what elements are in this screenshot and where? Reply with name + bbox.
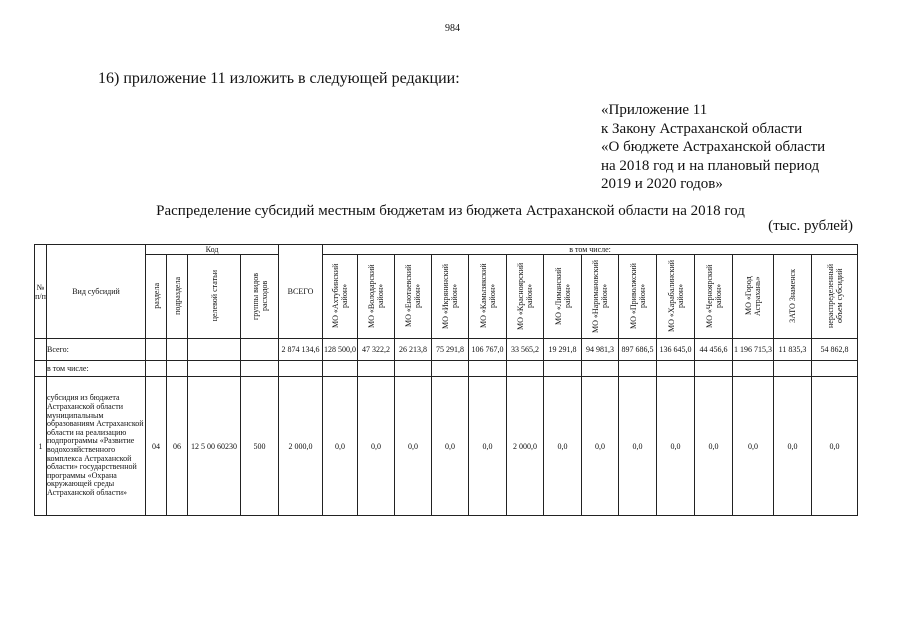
total-row-value: 1 196 715,3 xyxy=(733,339,774,361)
header-municipality-text: МО «Черноярский район» xyxy=(704,263,723,328)
incl-row-empty xyxy=(395,361,432,377)
header-incl-group: в том числе: xyxy=(323,245,858,255)
total-row-code-empty xyxy=(188,339,241,361)
appendix-reference xyxy=(601,101,825,194)
header-municipality xyxy=(544,255,582,339)
row-value: 0,0 xyxy=(358,377,395,516)
page-number: 984 xyxy=(445,23,460,34)
header-municipality xyxy=(469,255,507,339)
total-row-value: 136 645,0 xyxy=(657,339,695,361)
total-row-value: 128 500,0 xyxy=(323,339,358,361)
header-municipality-text: МО «Ахтубинский район» xyxy=(331,263,350,328)
header-municipality-text: МО «Икрянинский район» xyxy=(441,262,460,329)
row-total: 2 000,0 xyxy=(279,377,323,516)
header-municipality xyxy=(657,255,695,339)
total-row-num xyxy=(35,339,47,361)
header-municipality xyxy=(812,255,858,339)
row-value: 0,0 xyxy=(544,377,582,516)
header-municipality-text: МО «Володарский район» xyxy=(367,263,386,328)
row-value: 0,0 xyxy=(582,377,619,516)
incl-row-empty xyxy=(544,361,582,377)
total-row-value: 75 291,8 xyxy=(432,339,469,361)
incl-row-empty xyxy=(323,361,358,377)
total-row-value: 47 322,2 xyxy=(358,339,395,361)
header-municipality xyxy=(619,255,657,339)
row-value: 0,0 xyxy=(619,377,657,516)
appendix-line: 2019 и 2020 годов» xyxy=(601,176,723,192)
total-row-value: 26 213,8 xyxy=(395,339,432,361)
header-municipality-text: МО «Красноярский район» xyxy=(516,261,535,330)
subsidy-table xyxy=(34,244,858,516)
header-municipality xyxy=(733,255,774,339)
incl-row-empty xyxy=(695,361,733,377)
total-row-value: 94 981,3 xyxy=(582,339,619,361)
row-group: 500 xyxy=(241,377,279,516)
incl-row-empty xyxy=(469,361,507,377)
row-value: 0,0 xyxy=(432,377,469,516)
header-municipality xyxy=(507,255,544,339)
row-section: 04 xyxy=(146,377,167,516)
header-municipality xyxy=(323,255,358,339)
intro-text: 16) приложение 11 изложить в следующей редакции: xyxy=(98,70,460,87)
row-value: 0,0 xyxy=(733,377,774,516)
units-note: (тыс. рублей) xyxy=(768,218,853,234)
header-code-col xyxy=(188,255,241,339)
appendix-line: на 2018 год и на плановый период xyxy=(601,157,820,174)
row-value: 0,0 xyxy=(774,377,812,516)
row-value: 0,0 xyxy=(695,377,733,516)
header-num: № п/п xyxy=(35,245,47,339)
header-municipality-text: ЗАТО Знаменск xyxy=(788,268,798,323)
header-municipality xyxy=(432,255,469,339)
header-kind: Вид субсидий xyxy=(47,245,146,339)
incl-row-empty xyxy=(146,361,167,377)
header-code-col-text: целевой статьи xyxy=(209,269,219,322)
incl-row-empty xyxy=(733,361,774,377)
header-municipality-text: МО «Камызякский район» xyxy=(478,263,497,328)
incl-row-empty xyxy=(358,361,395,377)
incl-row-empty xyxy=(582,361,619,377)
appendix-line: к Закону Астраханской области xyxy=(601,120,803,137)
row-target: 12 5 00 60230 xyxy=(188,377,241,516)
appendix-line: «О бюджете Астраханской области xyxy=(601,139,826,155)
header-municipality-text: МО «Приволжский район» xyxy=(628,262,647,329)
header-code-col-text: группы видов расходов xyxy=(250,271,269,320)
total-row-value: 11 835,3 xyxy=(774,339,812,361)
header-municipality-text: МО «Наримановский район» xyxy=(591,258,610,333)
appendix-line: «Приложение 11 xyxy=(601,102,708,118)
document-title-text: Распределение субсидий местным бюджетам из бюджета Астраханской области на 2018 год xyxy=(156,203,745,219)
incl-row-empty xyxy=(279,361,323,377)
total-row-value: 54 862,8 xyxy=(812,339,858,361)
row-kind: субсидия из бюджета Астраханской области муниципальным образованиям Астраханской области на реализацию подпрограммы «Развитие водохозяйственного комплекса Астраханской области» государственной программы «Охрана окружающей среды Астраханской области» xyxy=(47,377,146,516)
incl-row-empty xyxy=(188,361,241,377)
header-code-col-text: подраздела xyxy=(172,276,182,315)
header-municipality xyxy=(695,255,733,339)
incl-row-empty xyxy=(241,361,279,377)
row-value: 2 000,0 xyxy=(507,377,544,516)
row-value: 0,0 xyxy=(469,377,507,516)
header-municipality-text: нераспределенный объем субсидий xyxy=(825,263,844,328)
incl-row-empty xyxy=(657,361,695,377)
incl-row-empty xyxy=(167,361,188,377)
header-code-col xyxy=(167,255,188,339)
incl-row-empty xyxy=(774,361,812,377)
total-row-code-empty xyxy=(146,339,167,361)
header-municipality-text: МО «Город Астрахань» xyxy=(744,275,763,316)
header-municipality xyxy=(582,255,619,339)
row-value: 0,0 xyxy=(395,377,432,516)
incl-row-empty xyxy=(507,361,544,377)
total-row-value: 19 291,8 xyxy=(544,339,582,361)
header-code-group: Код xyxy=(146,245,279,255)
incl-row-num xyxy=(35,361,47,377)
total-row-value: 33 565,2 xyxy=(507,339,544,361)
row-value: 0,0 xyxy=(323,377,358,516)
total-row-label: Всего: xyxy=(47,339,146,361)
header-code-col xyxy=(146,255,167,339)
incl-row-label: в том числе: xyxy=(47,361,146,377)
header-municipality-text: МО «Харабалинский район» xyxy=(666,259,685,332)
header-code-col xyxy=(241,255,279,339)
total-row-value: 897 686,5 xyxy=(619,339,657,361)
row-subsection: 06 xyxy=(167,377,188,516)
total-row-code-empty xyxy=(241,339,279,361)
header-municipality-text: МО «Лиманский район» xyxy=(553,266,572,325)
total-row-value: 44 456,6 xyxy=(695,339,733,361)
header-total: ВСЕГО xyxy=(279,245,323,339)
header-code-col-text: раздела xyxy=(151,282,161,309)
incl-row-empty xyxy=(812,361,858,377)
header-municipality xyxy=(395,255,432,339)
incl-row-empty xyxy=(619,361,657,377)
row-num: 1 xyxy=(35,377,47,516)
row-value: 0,0 xyxy=(657,377,695,516)
row-value: 0,0 xyxy=(812,377,858,516)
total-row-code-empty xyxy=(167,339,188,361)
header-municipality xyxy=(774,255,812,339)
total-row-value: 106 767,0 xyxy=(469,339,507,361)
total-row-sum: 2 874 134,6 xyxy=(279,339,323,361)
header-municipality-text: МО «Енотаевский район» xyxy=(404,264,423,327)
header-municipality xyxy=(358,255,395,339)
incl-row-empty xyxy=(432,361,469,377)
